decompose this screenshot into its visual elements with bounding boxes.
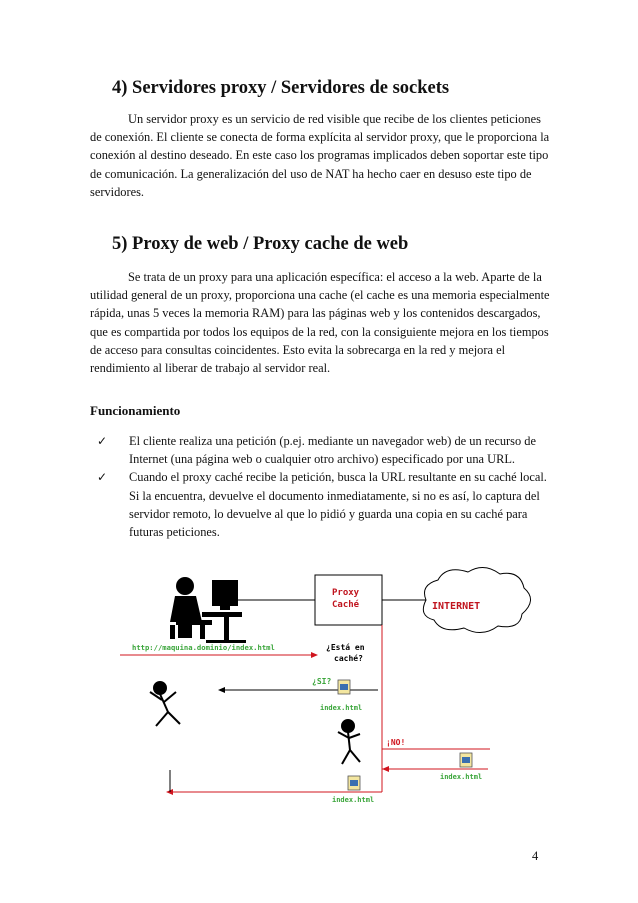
section-4-text: Un servidor proxy es un servicio de red visible que recibe de los clientes peticiones de conexión. El cliente se conecta de forma explícita al servidor proxy, que le proporciona la conexión al destino deseado. En este caso los programas implicados deben soportar este tipo de comunicación. La generalización del uso de NAT ha hecho caer en desuso este tipo de servidores.	[90, 112, 550, 199]
checkmark-icon: ✓	[97, 470, 108, 485]
question-line2: caché?	[334, 654, 363, 663]
request-url: http://maquina.dominio/index.html	[132, 643, 275, 652]
no-label: ¡NO!	[386, 738, 406, 747]
file-icon	[460, 753, 472, 767]
internet-cloud-icon	[423, 567, 530, 632]
funcionamiento-list	[97, 432, 552, 541]
section-4-paragraph	[90, 110, 550, 201]
file-label-1: index.html	[320, 704, 363, 712]
internet-label: INTERNET	[432, 601, 481, 612]
file-label-2: index.html	[440, 773, 483, 781]
checkmark-icon: ✓	[97, 434, 108, 448]
file-label-3: index.html	[332, 796, 375, 804]
section-4-heading: 4) Servidores proxy / Servidores de sockets	[112, 78, 450, 98]
question-line1: ¿Está en	[326, 643, 365, 652]
yes-label: ¿SI?	[312, 677, 332, 686]
proxy-label-line2: Caché	[332, 600, 360, 610]
page-number: 4	[532, 849, 539, 863]
file-icon	[338, 680, 350, 694]
happy-user-icon	[150, 682, 180, 726]
proxy-person-icon	[338, 720, 360, 764]
list-item	[97, 468, 552, 541]
list-item	[97, 432, 552, 468]
section-5-paragraph	[90, 268, 550, 377]
section-5-text: Se trata de un proxy para una aplicación específica: el acceso a la web. Aparte de la utilidad general de un proxy, proporciona una cache (el cache es una memoria especialmente rápida, unas 5 veces la memoria RAM) para las páginas web y los contenidos descargados, que es compartida por todos los equipos de la red, con la consiguiente mejora en los tiempos de acceso para consultas coincidentes. Esto evita la sobrecarga en la red y mejora el rendimiento al liberar de trabajo al servidor real.	[90, 270, 550, 376]
proxy-label-line1: Proxy	[332, 588, 360, 598]
proxy-cache-diagram	[120, 560, 540, 810]
list-item-text: El cliente realiza una petición (p.ej. mediante un navegador web) de un recurso de Internet (una página web o cualquier otro archivo) especificado por una URL.	[129, 434, 536, 467]
user-computer-icon	[170, 577, 246, 643]
funcionamiento-heading: Funcionamiento	[90, 403, 181, 418]
list-item-text: Cuando el proxy caché recibe la petición, busca la URL resultante en su caché local. Si la encuentra, devuelve el documento inmediatamente, si no es así, lo captura del servidor remoto, lo devuelve al que lo pidió y guarda una copia en su caché para futuras peticiones.	[129, 470, 547, 540]
file-icon	[348, 776, 360, 790]
section-5-heading: 5) Proxy de web / Proxy cache de web	[112, 234, 409, 254]
